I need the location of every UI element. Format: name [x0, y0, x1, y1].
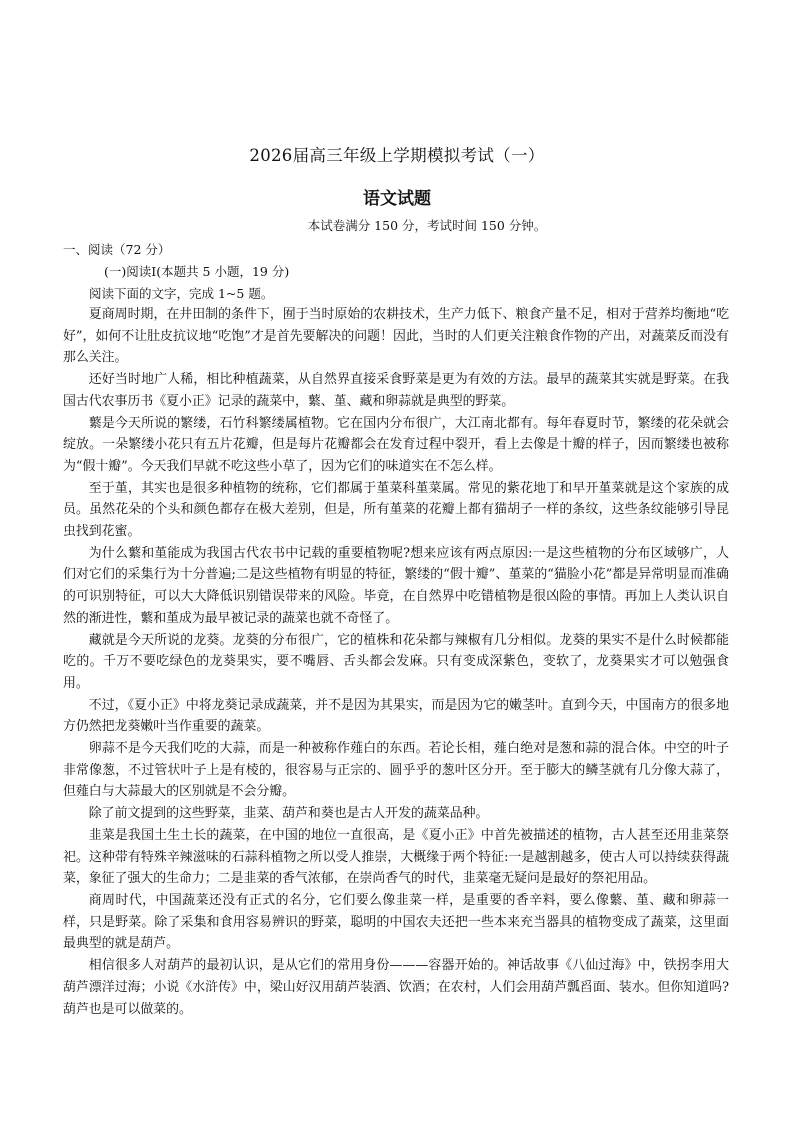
passage-paragraph: 除了前文提到的这些野菜，韭菜、葫芦和葵也是古人开发的蔬菜品种。	[88, 806, 489, 822]
passage-paragraph: 为什么蘩和堇能成为我国古代农书中记载的重要植物呢?想来应该有两点原因:一是这些植物的分布区域够广，人们对它们的采集行为十分普遍;二是这些植物有明显的特征，繁缕的“假十瓣”、堇菜的“猫脸小花”都是异常明显而准确的可识别特征，可以大大降低识别错误带来的风险。毕竟，在自然界中吃错植物是很凶险的事情。再加上人类认识自然的渐进性，蘩和堇成为最早被记录的蔬菜也就不奇怪了。	[63, 545, 729, 626]
passage-paragraph: 藏就是今天所说的龙葵。龙葵的分布很广，它的植株和花朵都与辣椒有几分相似。龙葵的果实不是什么时候都能吃的。千万不要吃绿色的龙葵果实，要不嘴唇、舌头都会发麻。只有变成深紫色，变软了，龙葵果实才可以勉强食用。	[63, 632, 729, 691]
exam-note: 本试卷满分 150 分，考试时间 150 分钟。	[307, 218, 547, 233]
passage-paragraph: 不过，《夏小正》中将龙葵记录成蔬菜，并不是因为其果实，而是因为它的嫩茎叶。直到今天，中国南方的很多地方仍然把龙葵嫩叶当作重要的蔬菜。	[63, 697, 729, 735]
reading-passage	[63, 304, 729, 1020]
passage-paragraph: 夏商周时期，在井田制的条件下，囿于当时原始的农耕技术，生产力低下、粮食产量不足，相对于营养均衡地“吃好”，如何不让肚皮抗议地“吃饱”才是首先要解决的问题！因此，当时的人们更关注粮食作物的产出，对蔬菜反而没有那么关注。	[63, 307, 729, 366]
passage-paragraph: 相信很多人对葫芦的最初认识，是从它们的常用身份———容器开始的。神话故事《八仙过海》中，铁拐李用大葫芦漂洋过海；小说《水浒传》中，梁山好汉用葫芦装酒、饮酒；在农村，人们会用葫芦瓢舀面、装水。但你知道吗?葫芦也是可以做菜的。	[63, 958, 729, 1017]
passage-paragraph: 还好当时地广人稀，相比种植蔬菜，从自然界直接采食野菜是更为有效的方法。最早的蔬菜其实就是野菜。在我国古代农事历书《夏小正》记录的蔬菜中，蘩、堇、藏和卵蒜就是典型的野菜。	[63, 372, 729, 409]
subsection-heading: (一)阅读Ⅰ(本题共 5 小题，19 分)	[104, 264, 290, 279]
subject-title: 语文试题	[363, 189, 431, 209]
passage-paragraph: 卵蒜不是今天我们吃的大蒜，而是一种被称作薤白的东西。若论长相，薤白绝对是葱和蒜的混合体。中空的叶子非常像葱，不过管状叶子上是有棱的，很容易与正宗的、圆乎乎的葱叶区分开。至于膨大的鳞茎就有几分像大蒜了，但薤白与大蒜最大的区别就是不会分瓣。	[63, 741, 729, 800]
section-heading: 一、阅读（72 分）	[63, 242, 171, 257]
passage-paragraph: 商周时代，中国蔬菜还没有正式的名分，它们要么像韭菜一样，是重要的香辛料，要么像蘩、堇、藏和卵蒜一样，只是野菜。除了采集和食用容易辨识的野菜，聪明的中国农夫还把一些本来充当器具的植物变成了蔬菜，这里面最典型的就是葫芦。	[63, 892, 729, 952]
passage-paragraph: 蘩是今天所说的繁缕，石竹科繁缕属植物。它在国内分布很广，大江南北都有。每年春夏时节，繁缕的花朵就会绽放。一朵繁缕小花只有五片花瓣，但是每片花瓣都会在发育过程中裂开，看上去像是十瓣的样子，因而繁缕也被称为“假十瓣”。今天我们早就不吃这些小草了，因为它们的味道实在不怎么样。	[63, 415, 729, 474]
passage-paragraph: 至于堇，其实也是很多种植物的统称，它们都属于堇菜科堇菜属。常见的紫花地丁和早开堇菜就是这个家族的成员。虽然花朵的个头和颜色都存在极大差别，但是，所有堇菜的花瓣上都有猫胡子一样的条纹，这些条纹能够引导昆虫找到花蜜。	[63, 480, 729, 540]
passage-paragraph: 韭菜是我国土生土长的蔬菜，在中国的地位一直很高，是《夏小正》中首先被描述的植物，古人甚至还用韭菜祭祀。这种带有特殊辛辣滋味的石蒜科植物之所以受人推崇，大概缘于两个特征:一是越割越多，使古人可以持续获得蔬菜，象征了强大的生命力；二是韭菜的香气浓郁，在崇尚香气的时代，韭菜毫无疑问是最好的祭祀用品。	[63, 827, 729, 887]
reading-instruction: 阅读下面的文字，完成 1~5 题。	[89, 286, 274, 301]
exam-title: 2026届高三年级上学期模拟考试（一）	[249, 146, 545, 165]
